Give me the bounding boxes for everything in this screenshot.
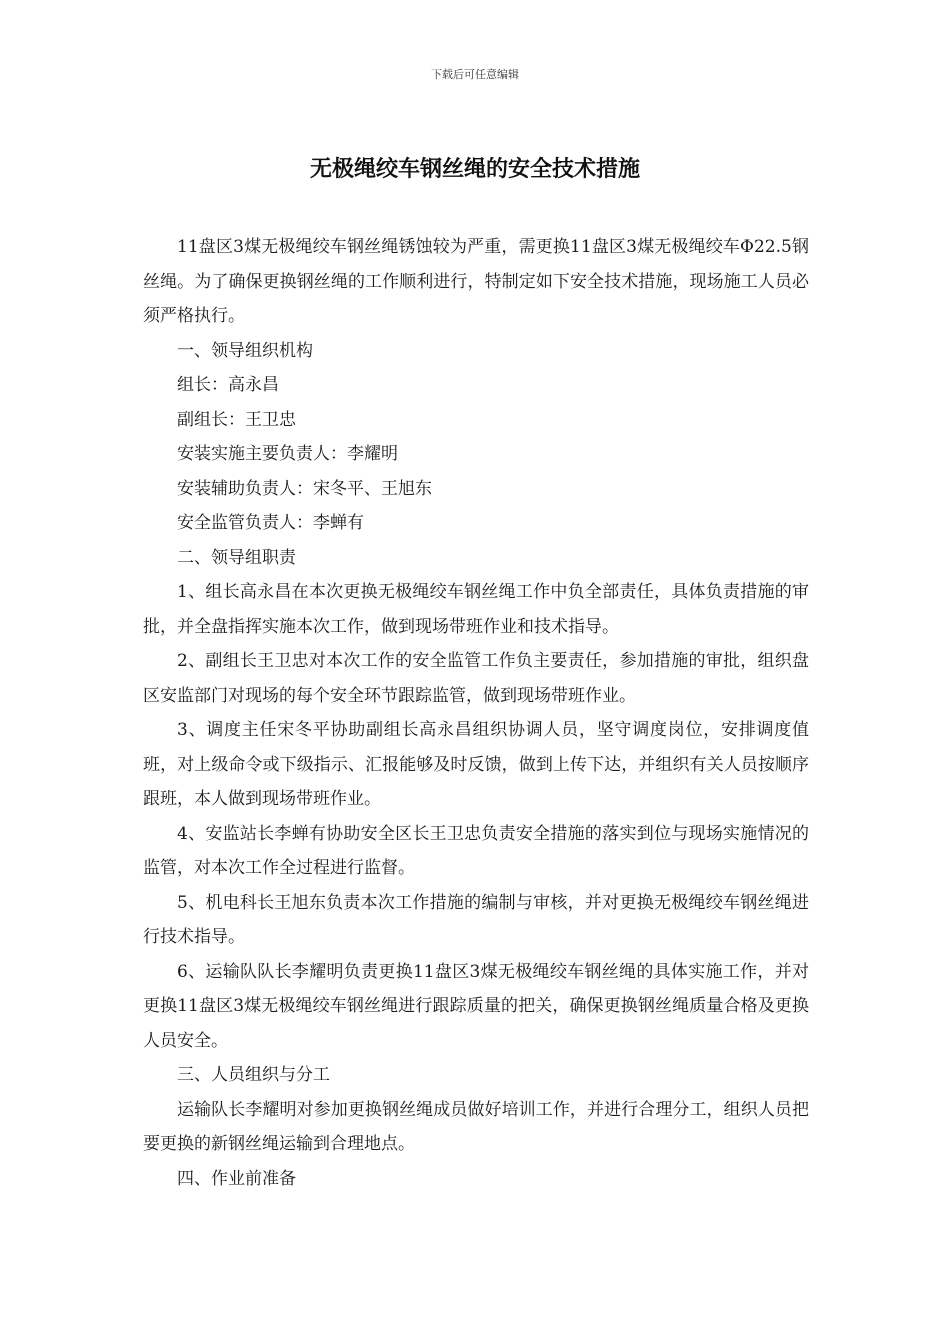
paragraph-duty-5: 5、机电科长王旭东负责本次工作措施的编制与审核，并对更换无极绳绞车钢丝绳进行技术指导。	[143, 892, 809, 947]
section-heading-1: 一、领导组织机构	[177, 340, 313, 361]
paragraph-install-assist: 安装辅助负责人：宋冬平、王旭东	[177, 478, 432, 499]
document-title: 无极绳绞车钢丝绳的安全技术措施	[309, 157, 640, 182]
paragraph-duty-1: 1、组长高永昌在本次更换无极绳绞车钢丝绳工作中负全部责任，具体负责措施的审批，并全盘指挥实施本次工作，做到现场带班作业和技术指导。	[143, 582, 809, 637]
paragraph-duty-6: 6、运输队队长李耀明负责更换11盘区3煤无极绳绞车钢丝绳的具体实施工作，并对更换11盘区3煤无极绳绞车钢丝绳进行跟踪质量的把关，确保更换钢丝绳质量合格及更换人员安全。	[143, 961, 809, 1051]
paragraph-install-lead: 安装实施主要负责人：李耀明	[177, 444, 398, 464]
header-note: 下载后可任意编辑	[431, 68, 519, 81]
paragraph-duty-4: 4、安监站长李蝉有协助安全区长王卫忠负责安全措施的落实到位与现场实施情况的监管，对本次工作全过程进行监督。	[143, 823, 809, 878]
paragraph-safety-lead: 安全监管负责人：李蝉有	[177, 513, 364, 533]
paragraph-duty-2: 2、副组长王卫忠对本次工作的安全监管工作负主要责任，参加措施的审批，组织盘区安监部门对现场的每个安全环节跟踪监管，做到现场带班作业。	[143, 651, 809, 706]
paragraph-duty-3: 3、调度主任宋冬平协助副组长高永昌组织协调人员，坚守调度岗位，安排调度值班，对上级命令或下级指示、汇报能够及时反馈，做到上传下达，并组织有关人员按顺序跟班，本人做到现场带班作业。	[143, 720, 809, 809]
section-heading-3: 三、人员组织与分工	[177, 1065, 330, 1085]
section-heading-4: 四、作业前准备	[177, 1168, 296, 1189]
paragraph-intro: 11盘区3煤无极绳绞车钢丝绳锈蚀较为严重，需更换11盘区3煤无极绳绞车Φ22.5钢丝绳。为了确保更换钢丝绳的工作顺利进行，特制定如下安全技术措施，现场施工人员必须严格执行。	[143, 237, 809, 326]
paragraph-leader: 组长：高永昌	[177, 375, 279, 395]
paragraph-staffing: 运输队长李耀明对参加更换钢丝绳成员做好培训工作，并进行合理分工，组织人员把要更换的新钢丝绳运输到合理地点。	[143, 1099, 809, 1154]
section-heading-2: 二、领导组职责	[177, 547, 296, 568]
paragraph-deputy-leader: 副组长：王卫忠	[177, 409, 296, 430]
document-body	[143, 230, 809, 1196]
